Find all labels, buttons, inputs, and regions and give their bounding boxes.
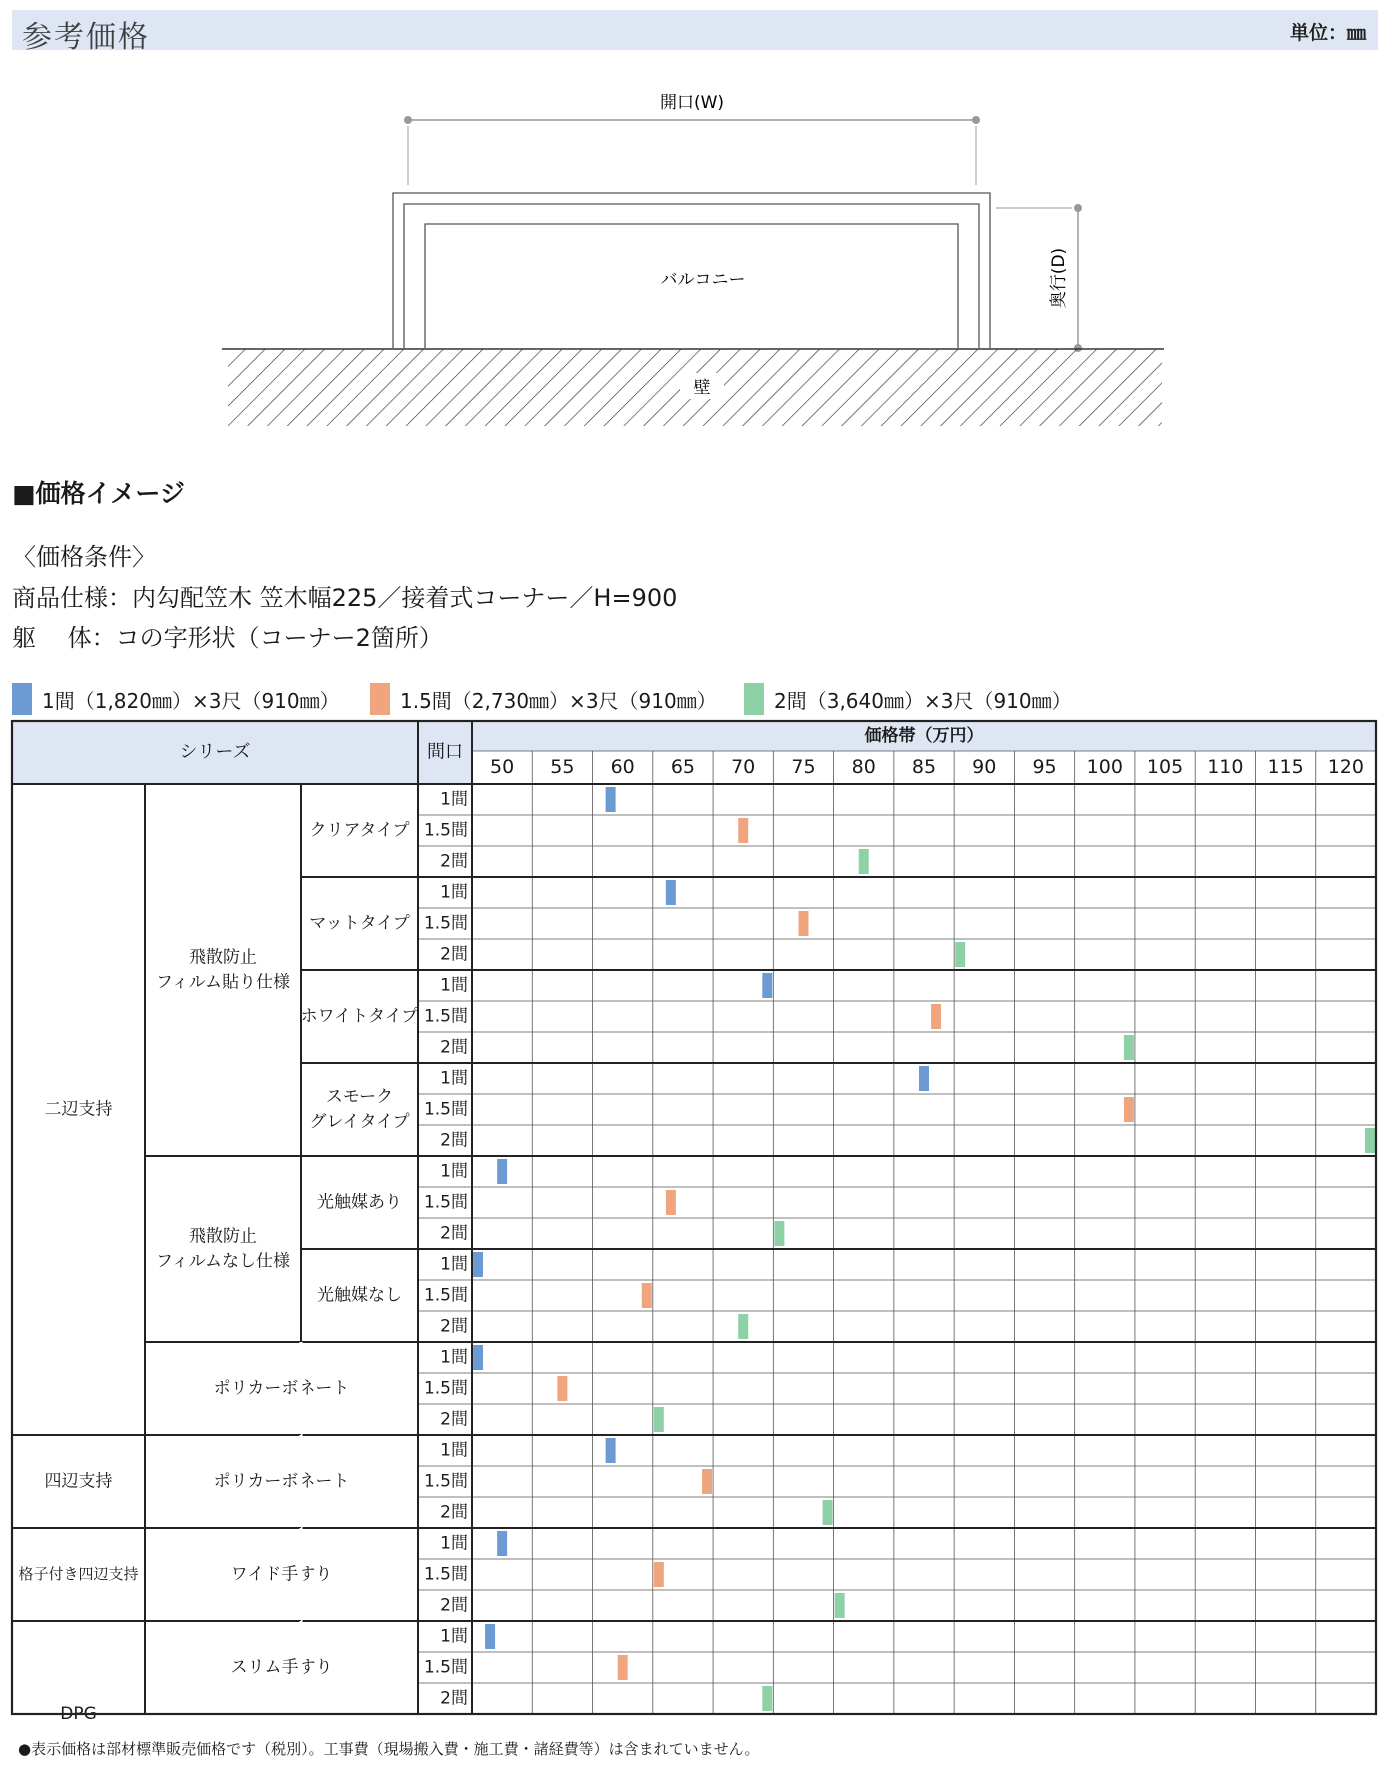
table-border [12,721,1376,1714]
price-band-header: 価格帯（万円） [864,726,984,746]
price-bar [666,880,676,905]
sub-series-label: フィルムなし仕様 [156,1251,290,1272]
opening-label: 2間 [440,1130,468,1151]
price-tick-70: 70 [731,756,756,778]
width-label: 開口(W) [659,93,725,113]
sub-series-label: 飛散防止 [189,1226,257,1247]
opening-label: 1.5間 [423,820,468,841]
price-bar [497,1531,507,1556]
series-label: DPG [60,1704,97,1724]
product-spec-value: 内勾配笠木 笠木幅225／接着式コーナー／H=900 [132,584,678,612]
price-bar [702,1469,712,1494]
opening-label: 1.5間 [423,1564,468,1585]
price-bar [835,1593,845,1618]
section-heading: ■価格イメージ [12,479,185,508]
opening-label: 1.5間 [423,1471,468,1492]
price-bar [823,1500,833,1525]
price-bar [606,1438,616,1463]
price-bar [473,1345,483,1370]
price-tick-80: 80 [851,756,876,778]
series-label: 四辺支持 [44,1471,113,1492]
opening-label: 1間 [440,1254,468,1275]
price-bar [1124,1097,1134,1122]
price-bar [798,911,808,936]
conditions-title: 〈価格条件〉 [12,543,156,571]
footnote: ●表示価格は部材標準販売価格です（税別）。工事費（現場搬入費・施工費・諸経費等）は含まれていません。 [18,1740,760,1758]
price-bar [654,1562,664,1587]
opening-label: 2間 [440,1223,468,1244]
series-label: 二辺支持 [44,1099,113,1120]
legend-label-1-5: 1.5間（2,730㎜）×3尺（910㎜） [400,688,717,713]
price-bar [931,1004,941,1029]
price-tick-105: 105 [1146,756,1184,778]
opening-label: 1間 [440,1068,468,1089]
price-tick-100: 100 [1086,756,1123,778]
opening-label: 2間 [440,1502,468,1523]
series-header: シリーズ [179,741,251,763]
price-tick-85: 85 [911,756,937,778]
legend-label-1: 1間（1,820㎜）×3尺（910㎜） [42,688,340,713]
price-bar [642,1283,652,1308]
price-bar [919,1066,929,1091]
price-bar [955,942,965,967]
sub-series-label: ポリカーボネート [213,1471,350,1492]
opening-label: 1.5間 [423,1192,468,1213]
opening-label: 1間 [440,1440,468,1461]
series-label: 格子付き四辺支持 [18,1565,139,1583]
type-label: ホワイトタイプ [300,1006,419,1027]
price-bar [1365,1128,1375,1153]
price-bar [1124,1035,1134,1060]
legend-label-2: 2間（3,640㎜）×3尺（910㎜） [774,688,1072,713]
opening-label: 2間 [440,1316,468,1337]
price-bar [738,1314,748,1339]
opening-label: 1間 [440,1533,468,1554]
opening-header: 間口 [427,741,463,763]
price-bar [762,1686,772,1711]
sub-series-label: 飛散防止 [189,947,257,968]
sub-series-label: ポリカーボネート [213,1378,350,1399]
type-label: 光触媒あり [317,1192,402,1213]
opening-label: 1間 [440,789,468,810]
opening-label: 1.5間 [423,1099,468,1120]
price-tick-55: 55 [550,756,575,778]
sub-series-label: フィルム貼り仕様 [156,972,290,993]
body-spec-value: コの字形状（コーナー2箇所） [115,624,443,652]
depth-label: 奥行(D) [1049,247,1069,309]
opening-label: 1.5間 [423,1006,468,1027]
unit-label: 単位：㎜ [1289,22,1366,44]
opening-label: 1.5間 [423,1657,468,1678]
balcony-label: バルコニー [660,270,746,290]
sub-series-label: スリム手すり [230,1657,333,1678]
opening-label: 2間 [440,944,468,965]
opening-label: 2間 [440,1037,468,1058]
sub-series-label: ワイド手すり [230,1564,333,1585]
opening-label: 2間 [440,1595,468,1616]
price-tick-75: 75 [791,756,816,778]
opening-label: 1.5間 [423,913,468,934]
price-bar [762,973,772,998]
page-title: 参考価格 [22,20,150,55]
price-bar [557,1376,567,1401]
price-tick-95: 95 [1032,756,1057,778]
opening-label: 1.5間 [423,1378,468,1399]
opening-label: 1間 [440,1347,468,1368]
price-bar [606,787,616,812]
price-bar [485,1624,495,1649]
price-tick-90: 90 [972,756,997,778]
opening-label: 1間 [440,975,468,996]
price-tick-60: 60 [610,756,635,778]
price-bar [654,1407,664,1432]
price-bar [666,1190,676,1215]
price-tick-65: 65 [670,756,696,778]
price-tick-50: 50 [490,756,515,778]
opening-label: 2間 [440,851,468,872]
price-tick-120: 120 [1327,756,1364,778]
body-spec-key: 躯 体： [12,624,116,652]
type-label: クリアタイプ [309,820,410,841]
opening-label: 1間 [440,882,468,903]
price-bar [618,1655,628,1680]
type-label: マットタイプ [309,913,410,934]
opening-label: 2間 [440,1688,468,1709]
opening-label: 1間 [440,1161,468,1182]
type-label: スモーク [325,1087,394,1108]
type-label: 光触媒なし [317,1285,402,1306]
price-bar [738,818,748,843]
opening-label: 1.5間 [423,1285,468,1306]
price-tick-115: 115 [1267,756,1304,778]
price-bar [473,1252,483,1277]
price-tick-110: 110 [1207,756,1244,778]
opening-label: 2間 [440,1409,468,1430]
product-spec-key: 商品仕様： [12,584,132,612]
price-bar [774,1221,784,1246]
price-bar [859,849,869,874]
opening-label: 1間 [440,1626,468,1647]
type-label: グレイタイプ [309,1111,410,1132]
wall-label: 壁 [693,378,711,398]
price-bar [497,1159,507,1184]
